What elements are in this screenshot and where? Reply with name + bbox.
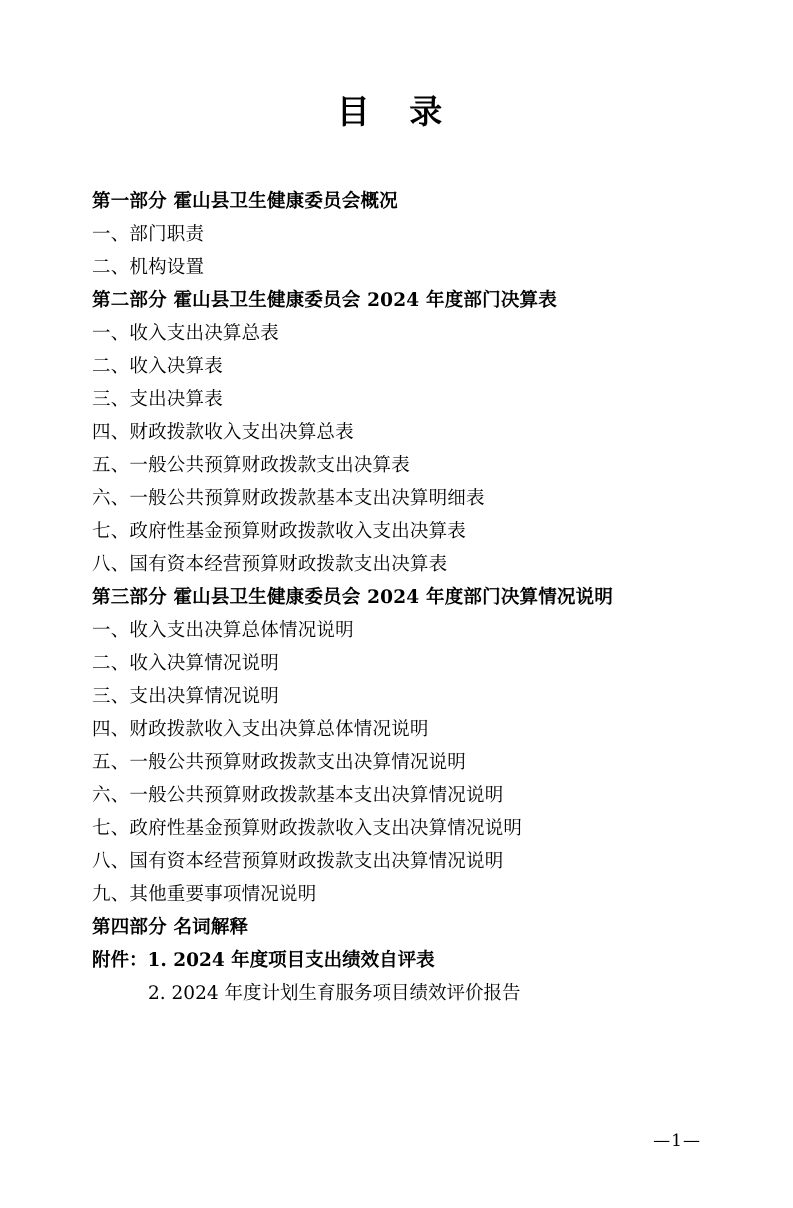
toc-item: 七、政府性基金预算财政拨款收入支出决算情况说明: [92, 818, 523, 839]
toc-item: 七、政府性基金预算财政拨款收入支出决算表: [92, 521, 467, 542]
toc-item: 二、收入决算表: [92, 356, 223, 377]
toc-item: 四、财政拨款收入支出决算总体情况说明: [92, 719, 429, 740]
toc-part-heading: 第三部分 霍山县卫生健康委员会 2024 年度部门决算情况说明: [92, 587, 614, 608]
toc-attachment-item: 2. 2024 年度计划生育服务项目绩效评价报告: [148, 983, 521, 1004]
toc-item: 一、收入支出决算总表: [92, 323, 280, 344]
toc-item: 二、机构设置: [92, 257, 205, 278]
toc-item: 二、收入决算情况说明: [92, 653, 280, 674]
toc-item: 三、支出决算表: [92, 389, 223, 410]
toc-part-heading: 第一部分 霍山县卫生健康委员会概况: [92, 191, 398, 212]
document-page: [0, 86, 793, 1208]
toc-part-heading: 第二部分 霍山县卫生健康委员会 2024 年度部门决算表: [92, 290, 557, 311]
table-of-contents: [92, 185, 701, 1010]
toc-item: 八、国有资本经营预算财政拨款支出决算表: [92, 554, 448, 575]
page-title: 目 录: [336, 92, 457, 131]
toc-item: 五、一般公共预算财政拨款支出决算表: [92, 455, 410, 476]
toc-item: 三、支出决算情况说明: [92, 686, 280, 707]
toc-item: 一、部门职责: [92, 224, 205, 245]
toc-item: 五、一般公共预算财政拨款支出决算情况说明: [92, 752, 467, 773]
toc-item: 八、国有资本经营预算财政拨款支出决算情况说明: [92, 851, 504, 872]
toc-item: 一、收入支出决算总体情况说明: [92, 620, 354, 641]
toc-part-heading: 第四部分 名词解释: [92, 917, 249, 938]
toc-attachment-item: 附件：1. 2024 年度项目支出绩效自评表: [92, 950, 435, 971]
page-number: —1—: [653, 1131, 701, 1151]
toc-item: 六、一般公共预算财政拨款基本支出决算明细表: [92, 488, 485, 509]
toc-item: 四、财政拨款收入支出决算总表: [92, 422, 354, 443]
toc-item: 六、一般公共预算财政拨款基本支出决算情况说明: [92, 785, 504, 806]
toc-item: 九、其他重要事项情况说明: [92, 884, 317, 905]
